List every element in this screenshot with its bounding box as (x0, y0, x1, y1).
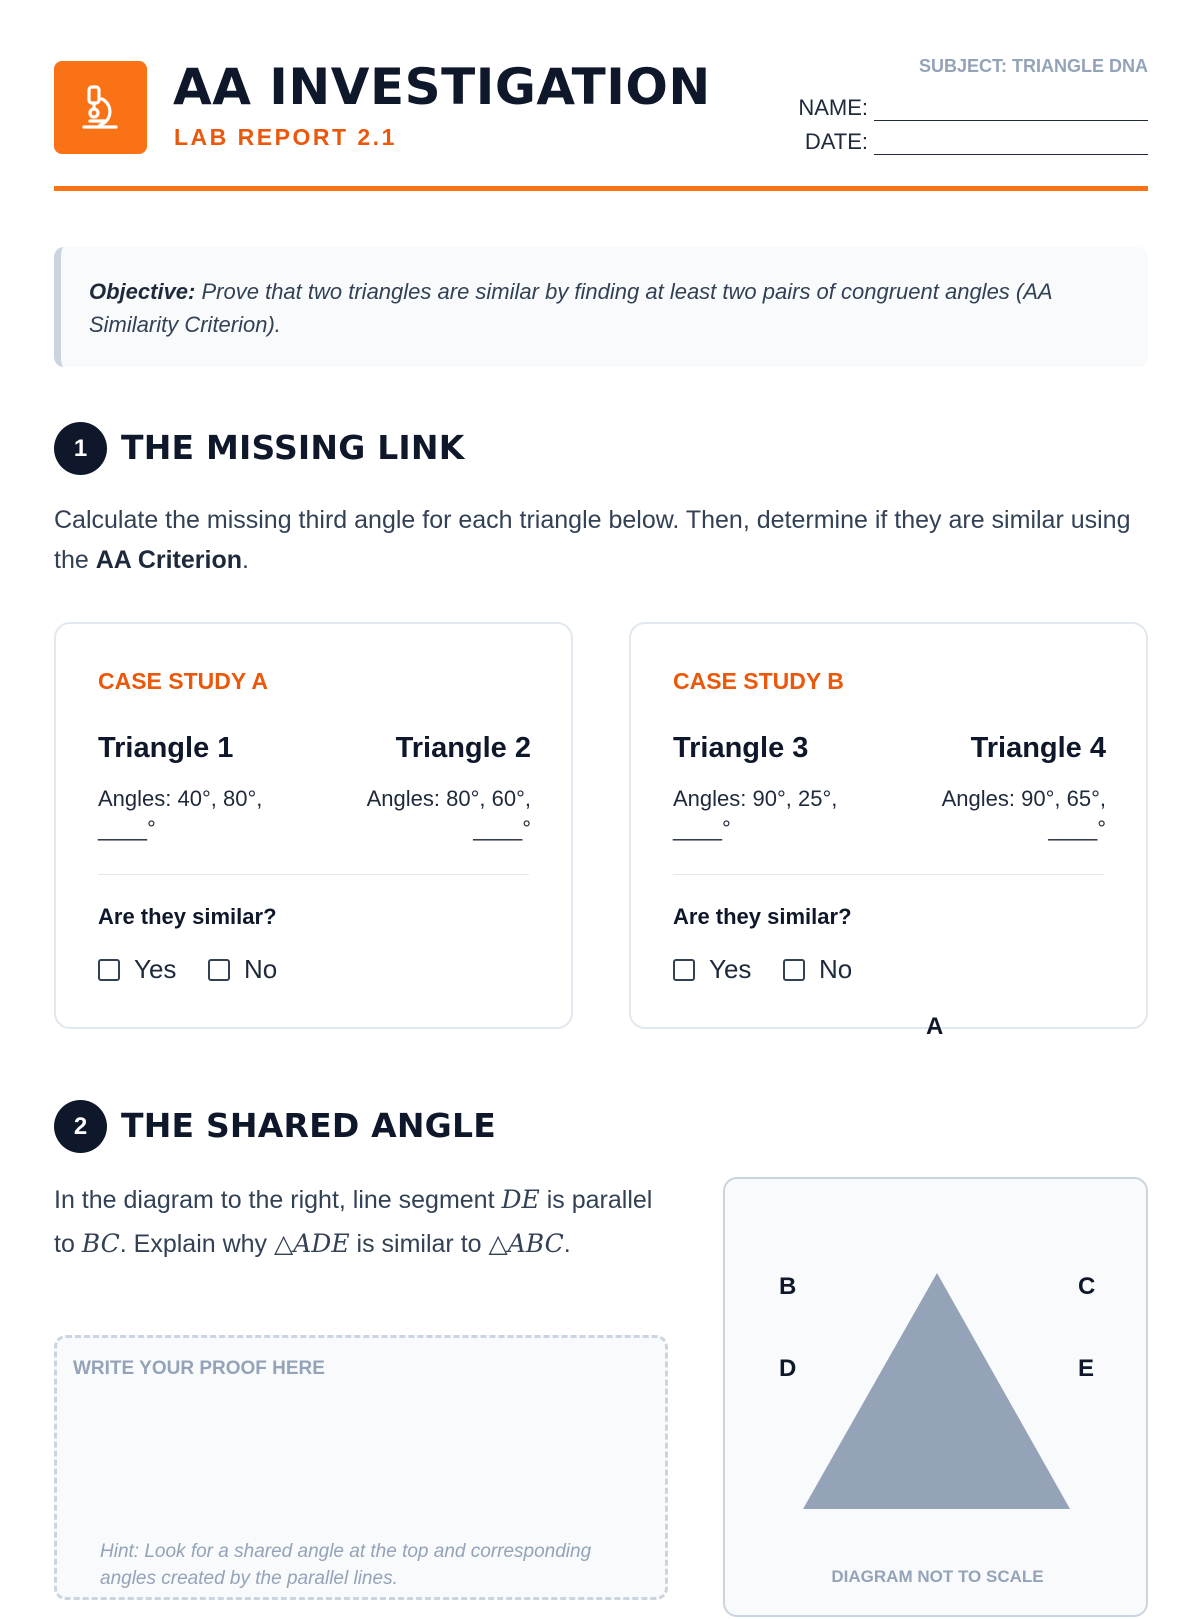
yes-option[interactable] (673, 954, 751, 985)
page-title: AA INVESTIGATION (173, 58, 711, 116)
subject-tag: SUBJECT: TRIANGLE DNA (918, 56, 1148, 76)
missing-angle-blank[interactable]: ____° (473, 816, 531, 841)
case-study-b-card (629, 622, 1148, 1029)
yes-label: Yes (134, 954, 177, 984)
similar-question: Are they similar? (673, 904, 852, 929)
triangle-3-angles: Angles: 90°, 25°, ____° (673, 784, 873, 844)
case-study-label: CASE STUDY B (673, 668, 844, 694)
triangle-1-name: Triangle 1 (98, 732, 234, 764)
name-field[interactable] (874, 102, 1148, 121)
yes-checkbox[interactable] (673, 959, 695, 981)
triangle-2-angles: Angles: 80°, 60°, ____° (331, 784, 531, 844)
vertex-d-label: D (779, 1355, 797, 1382)
triangle-4-name: Triangle 4 (970, 732, 1106, 764)
vertex-b-label: B (779, 1273, 797, 1300)
missing-angle-blank[interactable]: ____° (673, 816, 731, 841)
objective-text: Prove that two triangles are similar by finding at least two pairs of congruent angles (AA Similarity Criterion). (89, 279, 1052, 337)
yes-option[interactable] (98, 954, 176, 985)
vertex-c-label: C (1078, 1273, 1096, 1300)
no-option[interactable] (208, 954, 277, 985)
missing-angle-blank[interactable]: ____° (1048, 816, 1106, 841)
triangle-shape (725, 1179, 1150, 1619)
date-row (805, 129, 1148, 155)
proof-label: WRITE YOUR PROOF HERE (73, 1358, 325, 1379)
triangle-2-name: Triangle 2 (395, 732, 531, 764)
case-study-a-card (54, 622, 573, 1029)
page-subtitle: LAB REPORT 2.1 (174, 124, 397, 150)
yes-label: Yes (709, 954, 752, 984)
name-row (798, 95, 1148, 121)
no-option[interactable] (783, 954, 852, 985)
microscope-icon (78, 83, 124, 133)
yes-checkbox[interactable] (98, 959, 120, 981)
triangle-3-name: Triangle 3 (673, 732, 809, 764)
no-checkbox[interactable] (783, 959, 805, 981)
date-label: DATE: (804, 129, 868, 154)
missing-angle-blank[interactable]: ____° (98, 816, 156, 841)
no-label: No (244, 954, 278, 984)
triangle-diagram (723, 1177, 1148, 1617)
card-divider (98, 874, 529, 875)
date-field[interactable] (874, 136, 1148, 155)
section-2-number: 2 (54, 1100, 107, 1153)
triangle-4-angles: Angles: 90°, 65°, ____° (906, 784, 1106, 844)
diagram-note: DIAGRAM NOT TO SCALE (831, 1567, 1044, 1586)
logo (54, 61, 147, 154)
no-label: No (819, 954, 853, 984)
objective-label: Objective: (89, 279, 196, 304)
similar-question: Are they similar? (98, 904, 277, 929)
no-checkbox[interactable] (208, 959, 230, 981)
vertex-e-label: E (1078, 1355, 1095, 1382)
card-divider (673, 874, 1104, 875)
section-2-title: THE SHARED ANGLE (121, 1106, 496, 1145)
aa-criterion-term: AA Criterion (95, 546, 243, 574)
vertex-a-label: A (926, 1013, 944, 1040)
objective-callout (54, 247, 1148, 367)
section-1-instructions: Calculate the missing third angle for each triangle below. Then, determine if they are similar using the AA Criterion. (54, 506, 1131, 574)
section-2-prompt: In the diagram to the right, line segment DE is parallel to BC. Explain why △ADE is similar to △ABC. (54, 1185, 653, 1258)
proof-answer-area[interactable] (54, 1335, 668, 1600)
proof-hint: Hint: Look for a shared angle at the top and corresponding angles created by the parallel lines. (100, 1541, 592, 1589)
triangle-1-angles: Angles: 40°, 80°, ____° (98, 784, 298, 844)
section-1-title: THE MISSING LINK (121, 428, 465, 467)
case-study-label: CASE STUDY A (98, 668, 268, 694)
name-label: NAME: (798, 95, 868, 120)
section-1-number: 1 (54, 422, 107, 475)
header-divider (54, 186, 1148, 191)
